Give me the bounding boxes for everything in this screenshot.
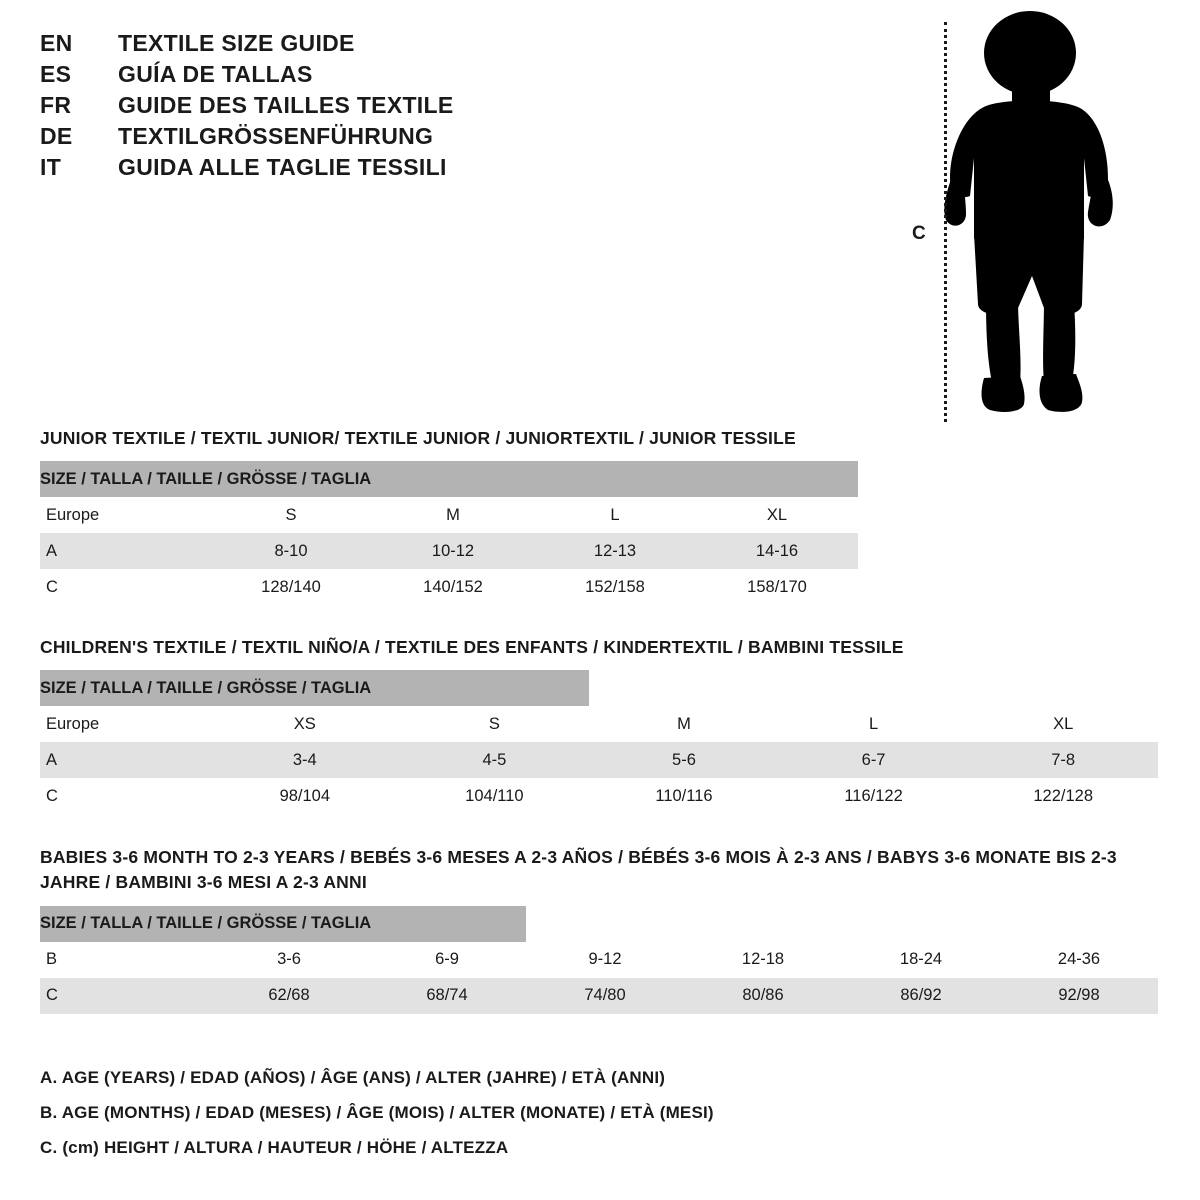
- cell-value: 6-7: [779, 742, 969, 778]
- table-header-row: [40, 670, 1158, 706]
- height-measure-label: C: [912, 223, 926, 244]
- child-silhouette-icon: [912, 8, 1152, 428]
- cell-value: 74/80: [526, 978, 684, 1014]
- cell-value: 5-6: [589, 742, 779, 778]
- row-label: B: [40, 942, 210, 978]
- cell-value: 6-9: [368, 942, 526, 978]
- cell-value: M: [589, 706, 779, 742]
- cell-value: L: [534, 497, 696, 533]
- children-size-table: [40, 670, 1158, 814]
- cell-value: 104/110: [400, 778, 590, 814]
- cell-value: 14-16: [696, 533, 858, 569]
- cell-value: 158/170: [696, 569, 858, 605]
- cell-value: XL: [696, 497, 858, 533]
- cell-value: 110/116: [589, 778, 779, 814]
- cell-value: 152/158: [534, 569, 696, 605]
- table-row: [40, 533, 858, 569]
- cell-value: 68/74: [368, 978, 526, 1014]
- cell-value: M: [372, 497, 534, 533]
- language-title: GUIDE DES TAILLES TEXTILE: [118, 92, 454, 118]
- language-title: TEXTILE SIZE GUIDE: [118, 30, 355, 56]
- section-babies: [40, 845, 1158, 1014]
- cell-value: 122/128: [968, 778, 1158, 814]
- cell-value: XS: [210, 706, 400, 742]
- legend: [40, 1068, 1140, 1173]
- legend-line-a: A. AGE (YEARS) / EDAD (AÑOS) / ÂGE (ANS) / ALTER (JAHRE) / ETÀ (ANNI): [40, 1068, 666, 1087]
- child-silhouette-figure: [912, 8, 1152, 428]
- cell-value: 8-10: [210, 533, 372, 569]
- cell-value: 3-4: [210, 742, 400, 778]
- section-children: [40, 635, 1158, 814]
- language-row: [40, 154, 900, 181]
- table-row: [40, 706, 1158, 742]
- cell-value: S: [400, 706, 590, 742]
- table-header-row: [40, 461, 858, 497]
- cell-value: 98/104: [210, 778, 400, 814]
- section-title: JUNIOR TEXTILE / TEXTIL JUNIOR/ TEXTILE JUNIOR / JUNIORTEXTIL / JUNIOR TESSILE: [40, 428, 796, 448]
- cell-value: S: [210, 497, 372, 533]
- language-code: FR: [40, 92, 72, 118]
- table-header-row: [40, 906, 1158, 942]
- cell-value: 12-13: [534, 533, 696, 569]
- language-row: [40, 30, 900, 57]
- cell-value: 12-18: [684, 942, 842, 978]
- row-label: A: [40, 742, 210, 778]
- table-row: [40, 978, 1158, 1014]
- cell-value: 140/152: [372, 569, 534, 605]
- legend-line-b: B. AGE (MONTHS) / EDAD (MESES) / ÂGE (MOIS) / ALTER (MONATE) / ETÀ (MESI): [40, 1103, 714, 1122]
- cell-value: 86/92: [842, 978, 1000, 1014]
- row-label: C: [40, 978, 210, 1014]
- height-dotted-line: [944, 22, 947, 422]
- section-title: BABIES 3-6 MONTH TO 2-3 YEARS / BEBÉS 3-6 MESES A 2-3 AÑOS / BÉBÉS 3-6 MOIS À 2-3 ANS / BABYS 3-6 MONATE BIS 2-3 JAHRE / BAMBINI 3-6 MESI A 2-3 ANNI: [40, 847, 1117, 893]
- cell-value: 9-12: [526, 942, 684, 978]
- cell-value: 18-24: [842, 942, 1000, 978]
- size-header-label: SIZE / TALLA / TAILLE / GRÖSSE / TAGLIA: [40, 461, 858, 497]
- legend-line-c: C. (cm) HEIGHT / ALTURA / HAUTEUR / HÖHE / ALTEZZA: [40, 1138, 509, 1157]
- language-title: TEXTILGRÖSSENFÜHRUNG: [118, 123, 434, 149]
- language-code: EN: [40, 30, 73, 56]
- cell-value: 92/98: [1000, 978, 1158, 1014]
- cell-value: 62/68: [210, 978, 368, 1014]
- row-label: Europe: [40, 497, 210, 533]
- table-row: [40, 569, 858, 605]
- language-header: [40, 30, 900, 185]
- row-label: Europe: [40, 706, 210, 742]
- language-row: [40, 61, 900, 88]
- cell-value: 3-6: [210, 942, 368, 978]
- cell-value: 128/140: [210, 569, 372, 605]
- table-row: [40, 778, 1158, 814]
- cell-value: 24-36: [1000, 942, 1158, 978]
- cell-value: 80/86: [684, 978, 842, 1014]
- babies-size-table: [40, 906, 1158, 1014]
- cell-value: 7-8: [968, 742, 1158, 778]
- section-junior: [40, 426, 858, 605]
- section-title: CHILDREN'S TEXTILE / TEXTIL NIÑO/A / TEXTILE DES ENFANTS / KINDERTEXTIL / BAMBINI TESSILE: [40, 637, 904, 657]
- row-label: A: [40, 533, 210, 569]
- cell-value: 10-12: [372, 533, 534, 569]
- cell-value: L: [779, 706, 969, 742]
- language-code: ES: [40, 61, 72, 87]
- table-row: [40, 942, 1158, 978]
- cell-value: 116/122: [779, 778, 969, 814]
- language-title: GUÍA DE TALLAS: [118, 61, 313, 87]
- table-row: [40, 497, 858, 533]
- row-label: C: [40, 569, 210, 605]
- cell-value: 4-5: [400, 742, 590, 778]
- language-title: GUIDA ALLE TAGLIE TESSILI: [118, 154, 447, 180]
- language-code: DE: [40, 123, 73, 149]
- size-header-label: SIZE / TALLA / TAILLE / GRÖSSE / TAGLIA: [40, 906, 526, 942]
- language-code: IT: [40, 154, 62, 180]
- cell-value: XL: [968, 706, 1158, 742]
- language-row: [40, 92, 900, 119]
- size-header-label: SIZE / TALLA / TAILLE / GRÖSSE / TAGLIA: [40, 670, 589, 706]
- row-label: C: [40, 778, 210, 814]
- table-row: [40, 742, 1158, 778]
- language-row: [40, 123, 900, 150]
- junior-size-table: [40, 461, 858, 605]
